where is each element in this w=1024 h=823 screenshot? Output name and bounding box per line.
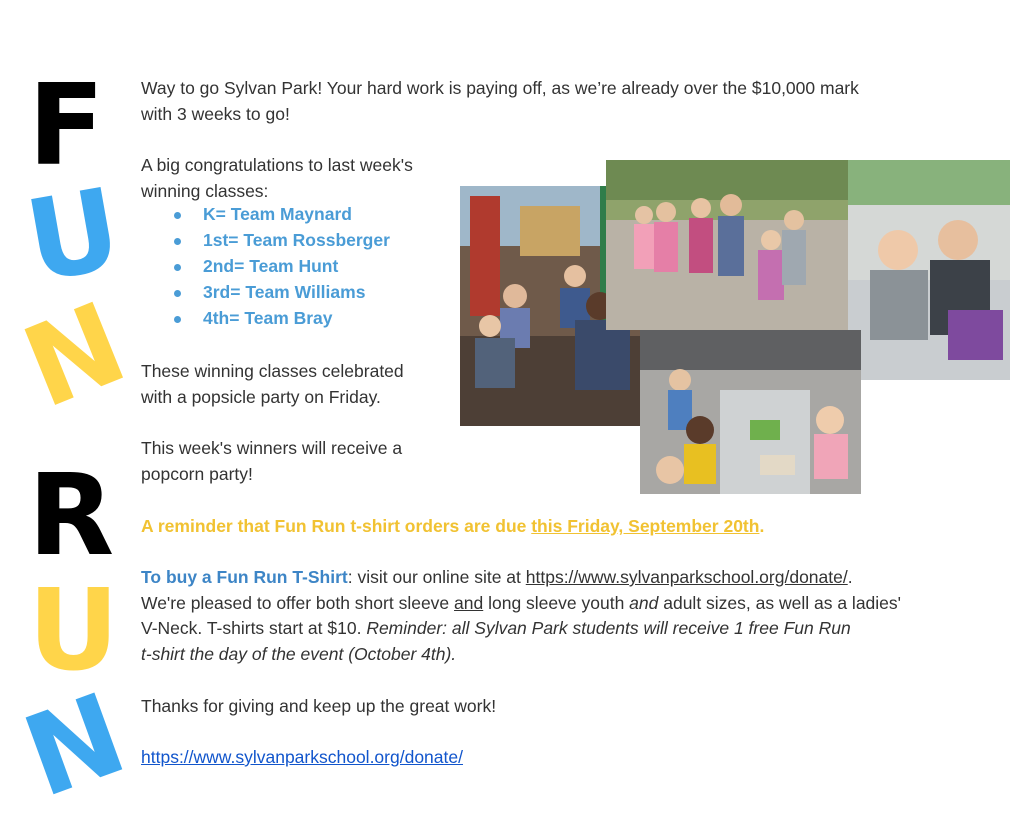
letter-n: N (7, 278, 143, 434)
this-week-line-2: popcorn party! (141, 463, 253, 484)
reminder-suffix: . (759, 516, 765, 536)
letter-f: F (28, 61, 105, 191)
winner-item: 2nd= Team Hunt (174, 254, 390, 280)
celebrated-paragraph (141, 359, 404, 410)
tshirt-l4-italic: t-shirt the day of the event (October 4th). (141, 643, 457, 664)
tshirt-line-3 (141, 616, 901, 642)
this-week-line-1: This week's winners will receive a (141, 438, 403, 458)
winner-item: 4th= Team Bray (174, 306, 390, 332)
letter-u: U (17, 164, 130, 308)
tshirt-l2-and: and (454, 592, 484, 613)
tshirt-heading: To buy a Fun Run T-Shirt (141, 567, 348, 587)
tshirt-line-1 (141, 565, 901, 591)
tshirt-paragraph (141, 565, 901, 667)
celebrated-line-2: with a popsicle party on Friday. (141, 386, 381, 407)
tshirt-after-url: . (847, 567, 853, 587)
cafeteria-boys-photo (848, 160, 1010, 380)
tshirt-line-2 (141, 591, 901, 617)
tshirt-l2-c: adult sizes, as well as a ladies' (658, 592, 901, 613)
donate-link[interactable]: https://www.sylvanparkschool.org/donate/ (141, 747, 463, 767)
intro-line-1: Way to go Sylvan Park! Your hard work is paying off, as we’re already over the $10,000 mark (141, 78, 859, 98)
winners-list (174, 202, 390, 332)
tshirt-url-link[interactable]: https://www.sylvanparkschool.org/donate/ (525, 567, 848, 587)
reminder-line (141, 514, 764, 540)
reminder-date: this Friday, September 20th (531, 516, 760, 536)
letter-r: R (28, 451, 115, 581)
this-week-paragraph (141, 436, 402, 487)
tshirt-l3-italic: Reminder: all Sylvan Park students will receive 1 free Fun Run (366, 618, 851, 638)
letter-n-2: N (8, 668, 142, 823)
winner-item: 1st= Team Rossberger (174, 228, 390, 254)
congrats-line-1: A big congratulations to last week's (141, 155, 413, 175)
congrats-line-2: winning classes: (141, 180, 269, 201)
winner-item: 3rd= Team Williams (174, 280, 390, 306)
tshirt-line-4 (141, 642, 901, 668)
intro-line-2: with 3 weeks to go! (141, 103, 290, 124)
winner-item: K= Team Maynard (174, 202, 390, 228)
outdoor-group-photo (606, 160, 848, 330)
thanks-line: Thanks for giving and keep up the great work! (141, 696, 497, 716)
tshirt-after-heading: : visit our online site at (347, 567, 526, 587)
celebrated-line-1: These winning classes celebrated (141, 361, 404, 381)
tshirt-l3-a: V-Neck. T-shirts start at $10. (141, 618, 367, 638)
tshirt-l2-and-italic: and (629, 592, 659, 613)
tshirt-l2-a: We're pleased to offer both short sleeve (141, 592, 455, 613)
cafeteria-table-photo (640, 330, 861, 494)
reminder-prefix: A reminder that Fun Run t-shirt orders are due (141, 516, 532, 536)
letter-u-2: U (28, 566, 119, 696)
congrats-paragraph (141, 153, 413, 204)
intro-paragraph (141, 76, 859, 127)
footer-link-line (141, 745, 463, 771)
tshirt-l2-b: long sleeve youth (483, 592, 630, 613)
